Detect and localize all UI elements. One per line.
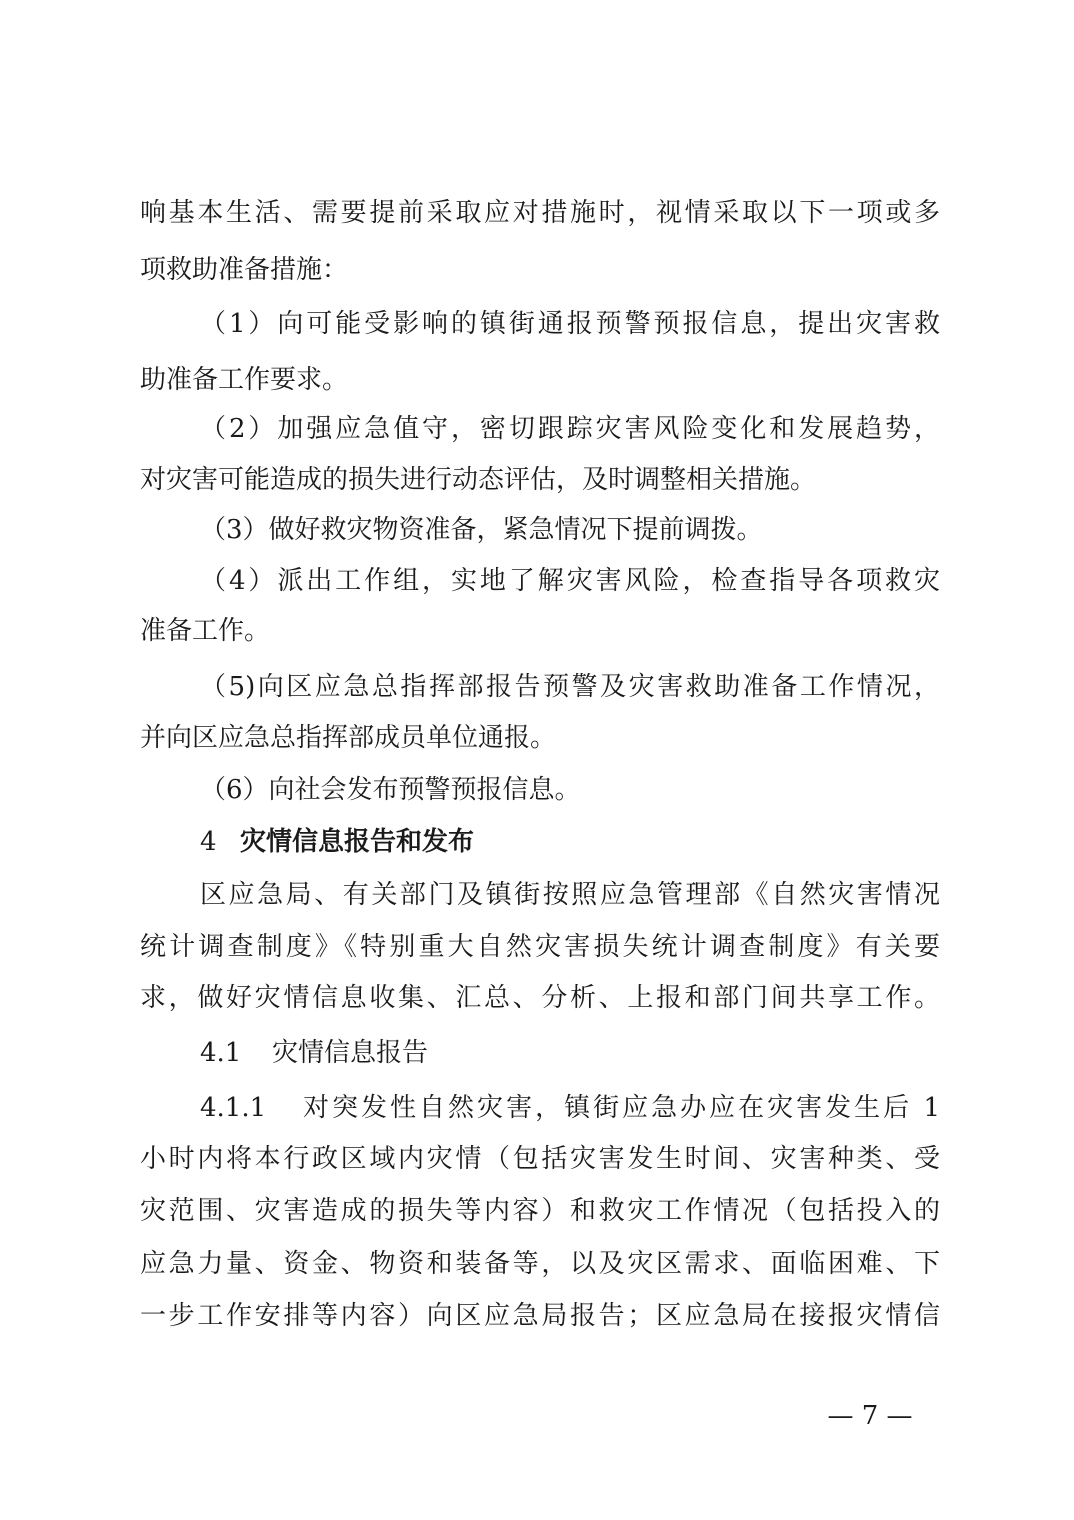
text-line: 小时内将本行政区域内灾情（包括灾害发生时间、灾害种类、受 bbox=[140, 1144, 940, 1174]
text-line: 准备工作。 bbox=[140, 616, 271, 646]
text-line: 对灾害可能造成的损失进行动态评估，及时调整相关措施。 bbox=[140, 465, 817, 495]
text-line: 灾范围、灾害造成的损失等内容）和救灾工作情况（包括投入的 bbox=[140, 1196, 940, 1226]
paragraph-text: 对突发性自然灾害，镇街应急办应在灾害发生后 1 bbox=[300, 1093, 940, 1123]
text-line: 助准备工作要求。 bbox=[140, 365, 349, 395]
section-title: 灾情信息报告 bbox=[272, 1038, 429, 1068]
paragraph-4-1-1 bbox=[200, 1090, 940, 1126]
section-number: 4.1 bbox=[200, 1038, 242, 1068]
text-line: 响基本生活、需要提前采取应对措施时，视情采取以下一项或多 bbox=[140, 198, 940, 228]
list-item-1: （1）向可能受影响的镇街通报预警预报信息，提出灾害救 bbox=[200, 309, 940, 339]
page-number: — 7 — bbox=[827, 1401, 913, 1431]
list-item-2: （2）加强应急值守，密切跟踪灾害风险变化和发展趋势， bbox=[200, 414, 940, 444]
text-line: 并向区应急总指挥部成员单位通报。 bbox=[140, 723, 557, 753]
text-line: 项救助准备措施： bbox=[140, 255, 349, 285]
section-heading-4-1 bbox=[200, 1035, 940, 1071]
section-heading-4 bbox=[200, 824, 940, 860]
section-number: 4 bbox=[200, 827, 217, 857]
text-line: 统计调查制度》《特别重大自然灾害损失统计调查制度》有关要 bbox=[140, 932, 940, 962]
text-line: 应急力量、资金、物资和装备等，以及灾区需求、面临困难、下 bbox=[140, 1249, 940, 1279]
section-number: 4.1.1 bbox=[200, 1093, 267, 1123]
list-item-5: （5)向区应急总指挥部报告预警及灾害救助准备工作情况， bbox=[200, 672, 940, 702]
list-item-4: （4）派出工作组，实地了解灾害风险，检查指导各项救灾 bbox=[200, 566, 940, 596]
section-title: 灾情信息报告和发布 bbox=[240, 827, 475, 857]
list-item-6: （6）向社会发布预警预报信息。 bbox=[200, 775, 581, 805]
text-line: 一步工作安排等内容）向区应急局报告；区应急局在接报灾情信 bbox=[140, 1301, 940, 1331]
list-item-3: （3）做好救灾物资准备，紧急情况下提前调拨。 bbox=[200, 515, 763, 545]
text-line: 求，做好灾情信息收集、汇总、分析、上报和部门间共享工作。 bbox=[140, 983, 940, 1013]
paragraph-line: 区应急局、有关部门及镇街按照应急管理部《自然灾害情况 bbox=[200, 880, 940, 910]
